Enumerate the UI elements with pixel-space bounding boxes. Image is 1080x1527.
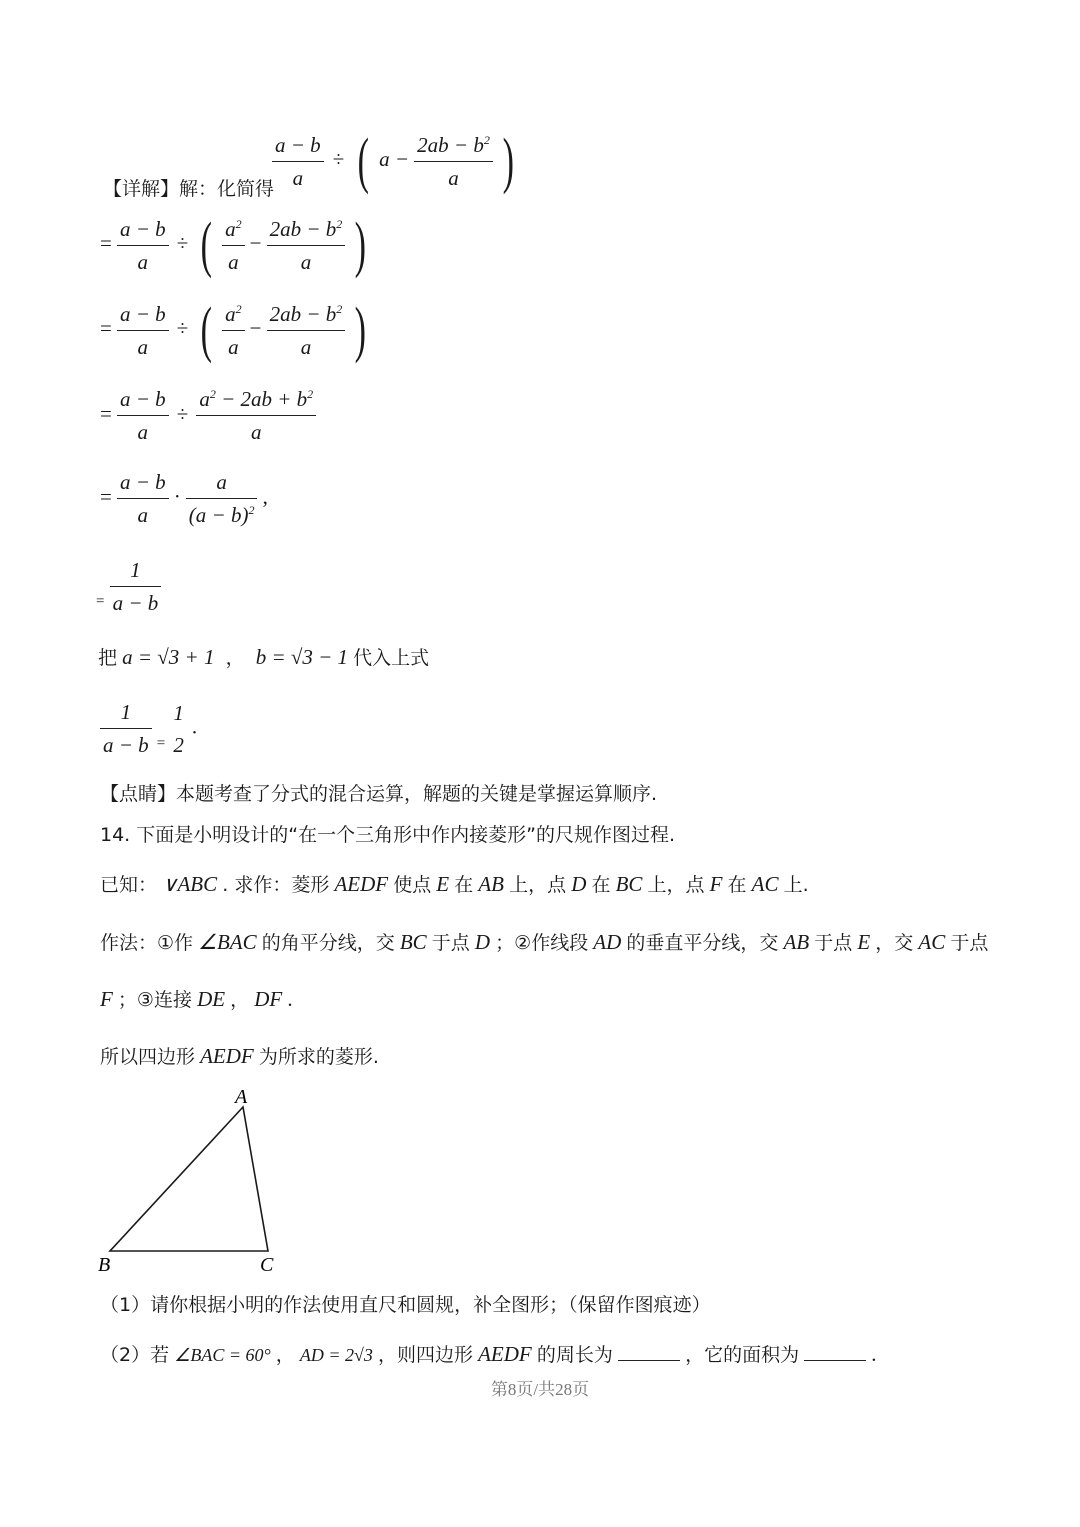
substitution-line: 把 a = √3 + 1 ， b = √3 − 1 代入上式 [98, 645, 430, 669]
detail-step-3: = $\frac{a - b}{a}$ ÷ $\frac{a^2 - 2ab + b^2}{a}$ [100, 387, 316, 445]
detail-step-5: = $\frac{1}{a - b}$ [96, 558, 161, 616]
question-14-method-line-1: 作法：①作 ∠BAC 的角平分线，交 BC 于点 D ；②作线段 AD 的垂直平分线，交 AB 于点 E ，交 AC 于点 [100, 930, 989, 954]
fraction: $\frac{a - b}{a}$ [272, 133, 324, 191]
area-blank[interactable] [804, 1342, 866, 1361]
value-b: b = √3 − 1 [255, 645, 349, 669]
question-14-part-2: （2）若 ∠BAC = 60° ， AD = 2√3 ，则四边形 AEDF 的周长为 ，它的面积为 . [100, 1342, 877, 1366]
detail-result: $\frac{1}{a - b}$ = 1 2 . [100, 700, 197, 758]
detail-head-expression: $\frac{a - b}{a}$ ÷ ( a − $\frac{2ab - b^2}{a}$ ) [272, 126, 519, 197]
detail-step-1: = $\frac{a - b}{a}$ ÷ ( $\frac{a^2}{a}$ − $\frac{2ab - b^2}{a}$ ) [100, 211, 367, 279]
detail-step-4: = $\frac{a - b}{a}$ · $\frac{a}{(a - b)^2}$ , [100, 470, 268, 527]
vertex-label-a: A [235, 1086, 248, 1108]
vertex-label-b: B [98, 1254, 111, 1276]
triangle-abc [110, 1107, 268, 1251]
question-14-part-1: （1）请你根据小明的作法使用直尺和圆规，补全图形；（保留作图痕迹） [100, 1294, 711, 1316]
question-14-title: 14. 下面是小明设计的“在一个三角形中作内接菱形”的尺规作图过程. [100, 824, 675, 846]
question-14-known: 已知： ∨ABC . 求作：菱形 AEDF 使点 E 在 AB 上，点 D 在 BC 上，点 F 在 AC 上. [100, 872, 809, 896]
vertex-label-c: C [260, 1254, 274, 1276]
detail-label: 【详解】解：化简得 [103, 178, 275, 200]
perimeter-blank[interactable] [618, 1342, 680, 1361]
detail-step-2: = $\frac{a - b}{a}$ ÷ ( $\frac{a^2}{a}$ − $\frac{2ab - b^2}{a}$ ) [100, 296, 367, 364]
comment-line: 【点睛】本题考查了分式的混合运算，解题的关键是掌握运算顺序. [100, 783, 658, 805]
question-14-conclusion: 所以四边形 AEDF 为所求的菱形. [100, 1044, 379, 1068]
value-a: a = √3 + 1 [122, 645, 215, 669]
question-14-method-line-2: F ；③连接 DE ， DF . [100, 987, 293, 1011]
triangle-figure [90, 1080, 310, 1280]
page-footer: 第8页/共28页 [490, 1380, 590, 1399]
